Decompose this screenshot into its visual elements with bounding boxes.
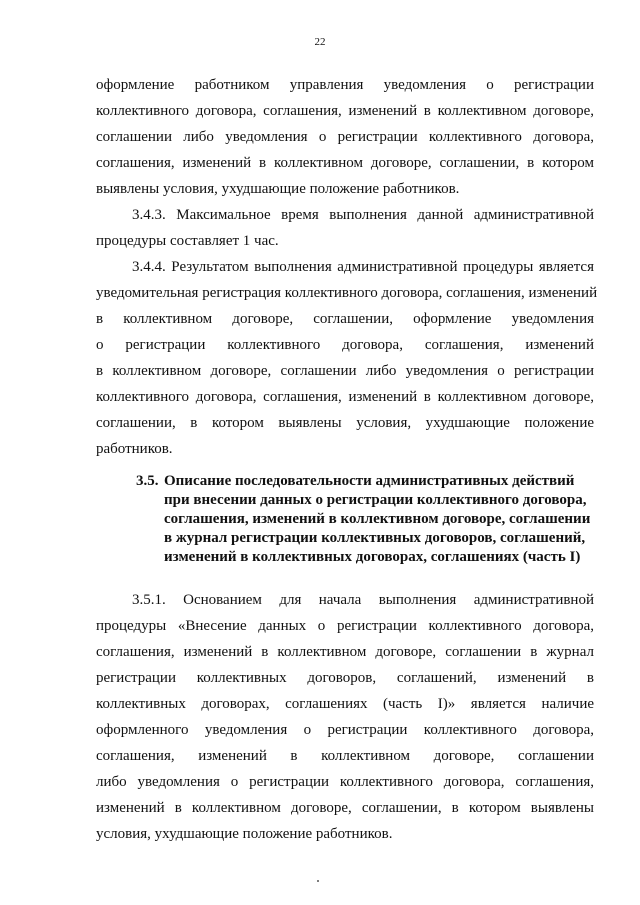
heading-line: изменений в коллективных договорах, соглашениях (часть I) xyxy=(164,549,581,565)
paragraph-3-4-3 xyxy=(96,202,594,254)
text-line: 3.4.3. Максимальное время выполнения данной административной xyxy=(132,207,594,223)
text-line: соглашения, изменений в коллективном договоре, соглашении, в котором xyxy=(96,155,594,171)
text-line: 3.4.4. Результатом выполнения административной процедуры является xyxy=(132,259,594,275)
document-body xyxy=(96,72,598,847)
text-line: в коллективном договоре, соглашении, оформление уведомления xyxy=(96,311,594,327)
paragraph-continuation xyxy=(96,72,594,202)
text-line: соглашения, изменений в коллективном договоре, соглашении xyxy=(96,748,594,764)
text-line: изменений в коллективном договоре, соглашении, в котором выявлены xyxy=(96,800,594,816)
heading-line: соглашения, изменений в коллективном договоре, соглашении xyxy=(164,511,591,527)
text-line: оформленного уведомления о регистрации коллективного договора, xyxy=(96,722,594,738)
text-line: в коллективном договоре, соглашении либо уведомления о регистрации xyxy=(96,363,594,379)
heading-line: при внесении данных о регистрации коллективного договора, xyxy=(164,492,587,508)
text-line: соглашении, в котором выявлены условия, ухудшающие положение xyxy=(96,415,594,431)
text-line: процедуры составляет 1 час. xyxy=(96,233,279,249)
paragraph-3-5-1 xyxy=(96,587,594,847)
page-number: 22 xyxy=(314,36,326,48)
text-line: либо уведомления о регистрации коллективного договора, соглашения, xyxy=(96,774,594,790)
paragraph-3-4-4 xyxy=(96,254,598,462)
text-line: о регистрации коллективного договора, соглашения, изменений xyxy=(96,337,594,353)
text-line: оформление работником управления уведомления о регистрации xyxy=(96,77,594,93)
text-line: коллективного договора, соглашения, изменений в коллективном договоре, xyxy=(96,103,594,119)
text-line: работников. xyxy=(96,441,173,457)
heading-line xyxy=(136,472,594,491)
heading-line: в журнал регистрации коллективных договоров, соглашений, xyxy=(164,530,586,546)
text-line: соглашении либо уведомления о регистрации коллективного договора, xyxy=(96,129,594,145)
section-number: 3.5. xyxy=(136,473,159,489)
scan-speck xyxy=(317,880,319,882)
text-line: условия, ухудшающие положение работников. xyxy=(96,826,393,842)
text-line: выявлены условия, ухудшающие положение работников. xyxy=(96,181,460,197)
text-line: регистрации коллективных договоров, соглашений, изменений в xyxy=(96,670,594,686)
text-line: процедуры «Внесение данных о регистрации коллективного договора, xyxy=(96,618,594,634)
heading-text: Описание последовательности административных действий xyxy=(164,473,575,489)
text-line: уведомительная регистрация коллективного договора, соглашения, изменений xyxy=(96,285,598,301)
section-heading-3-5 xyxy=(96,472,594,567)
text-line: коллективного договора, соглашения, изменений в коллективном договоре, xyxy=(96,389,594,405)
text-line: 3.5.1. Основанием для начала выполнения административной xyxy=(132,592,594,608)
text-line: соглашения, изменений в коллективном договоре, соглашении в журнал xyxy=(96,644,594,660)
text-line: коллективных договорах, соглашениях (часть I)» является наличие xyxy=(96,696,594,712)
